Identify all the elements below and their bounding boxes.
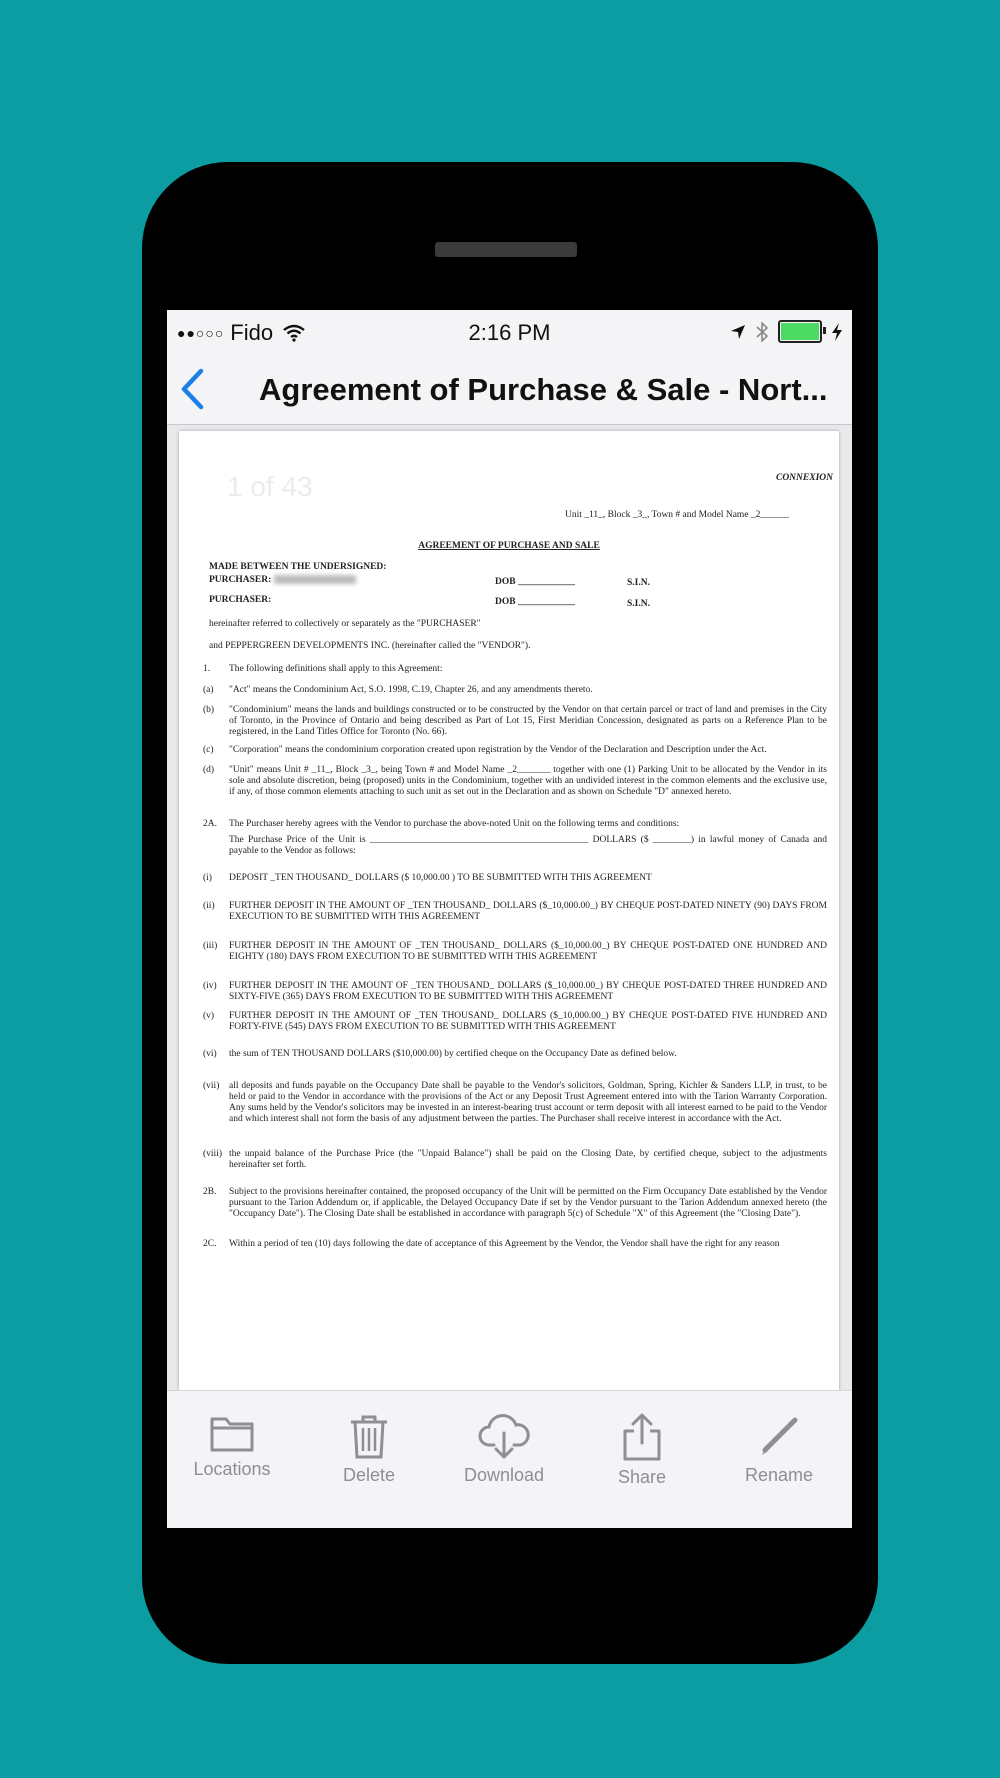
clause-text: "Condominium" means the lands and buildings constructed or to be constructed by the Vendor on that certain parcel or tract of land and premises in the City of Toronto, in the Province of Ontario and being described as Part of Lot 15, First Meridian Concession, designated as parts on a Reference Plan to be registered, in the Land Titles Office for Toronto (No. 66). [229,705,827,737]
signal-strength-icon: ●●○○○ [177,325,225,341]
locations-label: Locations [193,1459,271,1479]
clause-text: The Purchaser hereby agrees with the Vendor to purchase the above-noted Unit on the following terms and conditions: [229,819,680,829]
clause-text: FURTHER DEPOSIT IN THE AMOUNT OF _TEN THOUSAND_ DOLLARS ($_10,000.00_) BY CHEQUE POST-DATED FIVE HUNDRED AND FORTY-FIVE (545) DAYS FROM EXECUTION TO BE SUBMITTED WITH THIS AGREEMENT [229,1011,827,1032]
cloud-download-icon [478,1413,530,1459]
clause-text: FURTHER DEPOSIT IN THE AMOUNT OF _TEN THOUSAND_ DOLLARS ($_10,000.00_) BY CHEQUE POST-DATED ONE HUNDRED AND EIGHTY (180) DAYS FROM EXECUTION TO BE SUBMITTED WITH THIS AGREEMENT [229,941,827,962]
bluetooth-icon [756,322,768,342]
clause-text: the sum of TEN THOUSAND DOLLARS ($10,000.00) by certified cheque on the Occupancy Date as defined below. [229,1049,677,1059]
document-viewer[interactable] [167,425,852,1390]
doc-unit-line: Unit _11_, Block _3_, Town # and Model Name _2______ [565,510,789,520]
clause-text: The following definitions shall apply to this Agreement: [229,664,443,674]
carrier-name: Fido [230,320,274,345]
clause-text: all deposits and funds payable on the Occupancy Date shall be payable to the Vendor's solicitors, Goldman, Spring, Kichler & Sanders LLP, in trust, to be held or paid to the Vendor in accordance with the provisions of the Act or any Deposit Trust Agreement entered into with the Tarion Warranty Corporation. Any sums held by the Vendor's solicitors may be invested in an interest-bearing trust account or term deposit with all interest earned to be paid to the Vendor and which interest shall not form the basis of any adjustment between the parties. The Purchaser shall receive interest in accordance with the Act. [229,1081,827,1124]
delete-button[interactable] [304,1413,434,1486]
redacted-name [274,575,356,584]
back-button[interactable] [179,368,219,410]
share-icon [619,1413,665,1461]
clause-number: 1. [203,664,211,674]
charging-bolt-icon [832,323,842,341]
doc-purchaser-2-dob: DOB ____________ [495,597,575,607]
clause-number: (d) [203,765,215,775]
clause-number: (vi) [203,1049,217,1059]
document-page[interactable] [179,431,839,1390]
clause-number: (viii) [203,1149,222,1159]
clause-text: "Act" means the Condominium Act, S.O. 1998, C.19, Chapter 26, and any amendments thereto. [229,685,593,695]
delete-label: Delete [342,1465,396,1485]
screen [167,310,852,1528]
folder-icon [209,1413,255,1453]
clause-text: "Unit" means Unit # _11_, Block _3_, being Town # and Model Name _2_______ together with one (1) Parking Unit to be allocated by the Vendor in its sole and absolute discretion, being (proposed) units in the Condominium, together with an undivided interest in the common elements and the exclusive use, if any, of those common elements attaching to such unit as set out in the Declaration and as shown on Schedule "D" annexed hereto. [229,765,827,797]
battery-icon [778,320,822,343]
doc-purchaser-1 [209,575,356,586]
clause-text: The Purchase Price of the Unit is ______________________________________________ DOLLARS ($ ________) in lawful money of Canada and payable to the Vendor as follows: [229,835,827,856]
clause-text: "Corporation" means the condominium corporation created upon registration by the Vendor of the Declaration and Description under the Act. [229,745,767,755]
clause-number: (a) [203,685,214,695]
battery-fill [781,323,819,340]
clause-number: 2C. [203,1239,217,1249]
clause-text: FURTHER DEPOSIT IN THE AMOUNT OF _TEN THOUSAND_ DOLLARS ($_10,000.00_) BY CHEQUE POST-DATED NINETY (90) DAYS FROM EXECUTION TO BE SUBMITTED WITH THIS AGREEMENT [229,901,827,922]
clause-number: (v) [203,1011,215,1021]
clause-number: (iii) [203,941,218,951]
download-label: Download [463,1465,545,1485]
doc-purchaser-2-sin: S.I.N. [627,599,650,609]
rename-button[interactable] [714,1413,844,1486]
clause-number: (b) [203,705,215,715]
clause-number: (vii) [203,1081,220,1091]
phone-frame [142,162,878,1664]
doc-purchaser-1-sin: S.I.N. [627,578,650,588]
clause-number: (c) [203,745,214,755]
clause-number: (ii) [203,901,215,911]
clause-number: (i) [203,873,212,883]
clause-number: 2B. [203,1187,217,1197]
navigation-bar [167,354,852,425]
pencil-icon [756,1413,802,1459]
clause-text: the unpaid balance of the Purchase Price (the "Unpaid Balance") shall be paid on the Closing Date, by certified cheque, subject to the adjustments hereinafter set forth. [229,1149,827,1170]
purchaser-1-label: PURCHASER: [209,575,272,585]
clause-number: 2A. [203,819,217,829]
clause-text: DEPOSIT _TEN THOUSAND_ DOLLARS ($ 10,000.00 ) TO BE SUBMITTED WITH THIS AGREEMENT [229,873,652,883]
location-arrow-icon [730,324,746,340]
clause-text: Within a period of ten (10) days following the date of acceptance of this Agreement by the Vendor, the Vendor shall have the right for any reason [229,1239,780,1249]
doc-vendor: and PEPPERGREEN DEVELOPMENTS INC. (hereinafter called the "VENDOR"). [209,641,531,651]
battery-cap [823,327,826,334]
trash-icon [346,1413,392,1459]
clause-text: Subject to the provisions hereinafter contained, the proposed occupancy of the Unit will be permitted on the Firm Occupancy Date established by the Vendor pursuant to the Tarion Addendum or, if applicable, the Delayed Occupancy Date if set by the Vendor pursuant to the Tarion Addendum annexed hereto (the "Occupancy Date"). The Closing Date shall be established in accordance with paragraph 5(c) of Schedule "X" of this Agreement (the "Closing Date"). [229,1187,827,1219]
doc-title: AGREEMENT OF PURCHASE AND SALE [418,541,600,551]
bottom-toolbar [167,1390,852,1528]
doc-header: CONNEXION [775,473,833,483]
download-button[interactable] [439,1413,569,1486]
chevron-left-icon [179,368,207,410]
document-title: Agreement of Purchase & Sale - Nort... [259,372,828,407]
clause-number: (iv) [203,981,217,991]
status-time: 2:16 PM [468,320,551,345]
doc-made-between: MADE BETWEEN THE UNDERSIGNED: [209,562,387,572]
doc-purchaser-2: PURCHASER: [209,595,272,605]
share-button[interactable] [577,1413,707,1488]
phone-speaker [435,242,577,257]
doc-hereinafter: hereinafter referred to collectively or separately as the "PURCHASER" [209,619,481,629]
clause-text: FURTHER DEPOSIT IN THE AMOUNT OF _TEN THOUSAND_ DOLLARS ($_10,000.00_) BY CHEQUE POST-DATED THREE HUNDRED AND SIXTY-FIVE (365) DAYS FROM EXECUTION TO BE SUBMITTED WITH THIS AGREEMENT [229,981,827,1002]
rename-label: Rename [744,1465,814,1485]
status-bar [167,310,852,354]
locations-button[interactable] [167,1413,297,1480]
doc-purchaser-1-dob: DOB ____________ [495,577,575,587]
status-right [730,320,842,343]
share-label: Share [617,1467,667,1487]
page-counter: 1 of 43 [227,471,313,502]
